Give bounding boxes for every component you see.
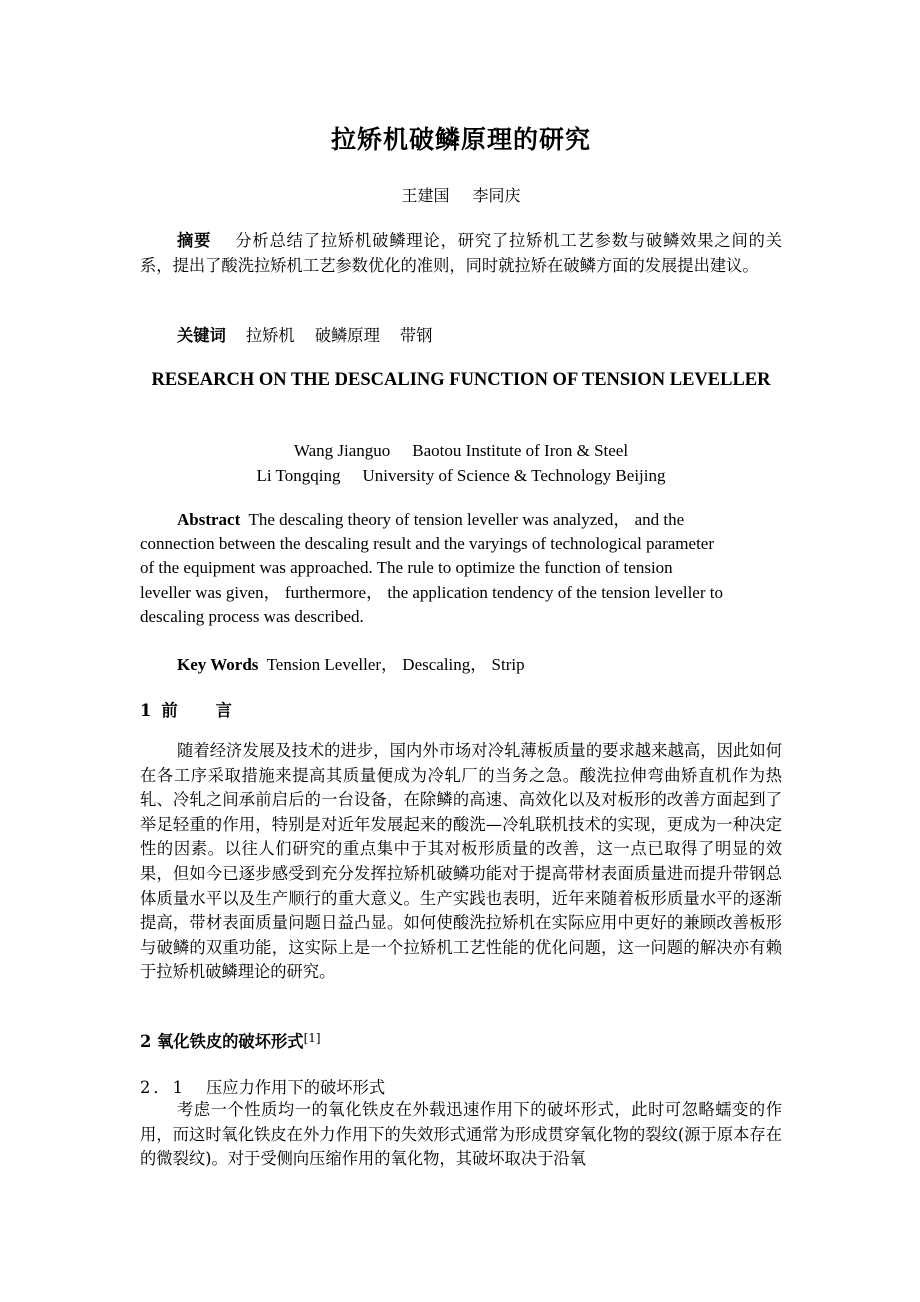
section-2-reference: [1] bbox=[303, 1031, 321, 1045]
abstract-cn-text: 分析总结了拉矫机破鳞理论，研究了拉矫机工艺参数与破鳞效果之间的关系，提出了酸洗拉矫机工艺参数优化的准则，同时就拉矫在破鳞方面的发展提出建议。 bbox=[140, 231, 782, 275]
abstract-en-line-3: of the equipment was approached. The rule to optimize the function of tension bbox=[140, 558, 673, 578]
section-2-number: 2 bbox=[140, 1032, 152, 1051]
paper-title: 拉矫机破鳞原理的研究 bbox=[330, 125, 591, 154]
abstract-cn-label: 摘要 bbox=[177, 231, 212, 250]
section-1-body bbox=[140, 739, 782, 985]
abstract-en-line-2: connection between the descaling result and the varyings of technological parameter bbox=[140, 534, 714, 554]
keyword-cn-3: 带钢 bbox=[399, 326, 433, 345]
abstract-en-line-5: descaling process was described. bbox=[140, 606, 364, 626]
keywords-en bbox=[177, 650, 525, 675]
keyword-cn-2: 破鳞原理 bbox=[314, 326, 380, 345]
paper-title-en: RESEARCH ON THE DESCALING FUNCTION OF TENSION LEVELLER bbox=[151, 370, 771, 390]
section-1-title-a: 前 bbox=[161, 701, 178, 720]
subsection-2-1-paragraph: 考虑一个性质均一的氧化铁皮在外载迅速作用下的破坏形式，此时可忽略蠕变的作用，而这时氧化铁皮在外力作用下的失效形式通常为形成贯穿氧化物的裂纹(源于原本存在的微裂纹)。对于受侧向压缩作用的氧化物，其破坏取决于沿氧 bbox=[140, 1100, 782, 1169]
keywords-en-text: Tension Leveller， Descaling， Strip bbox=[266, 655, 525, 674]
section-1-heading bbox=[140, 697, 232, 721]
abstract-cn-paragraph bbox=[140, 229, 782, 278]
author-en-1 bbox=[140, 438, 782, 463]
section-1-number: 1 bbox=[140, 701, 152, 720]
author-en-1-name: Wang Jianguo bbox=[293, 441, 391, 460]
abstract-en-line-1 bbox=[140, 508, 785, 532]
abstract-en-line-4: leveller was given， furthermore， the application tendency of the tension leveller to bbox=[140, 582, 723, 602]
subsection-2-1-heading bbox=[140, 1074, 385, 1098]
author-en-2-affiliation: University of Science & Technology Beijing bbox=[362, 466, 666, 485]
section-1-paragraph: 随着经济发展及技术的进步，国内外市场对冷轧薄板质量的要求越来越高，因此如何在各工序采取措施来提高其质量便成为冷轧厂的当务之急。酸洗拉伸弯曲矫直机作为热轧、冷轧之间承前启后的一台设备，在除鳞的高速、高效化以及对板形的改善方面起到了举足轻重的作用，特别是对近年发展起来的酸洗—冷轧联机技术的实现，更成为一种决定性的因素。以往人们研究的重点集中于其对板形质量的改善，这一点已取得了明显的效果，但如今已逐步感受到充分发挥拉矫机破鳞功能对于提高带材表面质量进而提升带钢总体质量水平以及生产顺行的重大意义。生产实践也表明，近年来随着板形质量水平的逐渐提高，带材表面质量问题日益凸显。如何使酸洗拉矫机在实际应用中更好的兼顾改善板形与破鳞的双重功能，这实际上是一个拉矫机工艺性能的优化问题，这一问题的解决亦有赖于拉矫机破鳞理论的研究。 bbox=[140, 741, 782, 982]
subsection-2-1-number: 2．1 bbox=[140, 1078, 186, 1097]
author-en-2-name: Li Tongqing bbox=[256, 466, 341, 485]
keywords-cn-label: 关键词 bbox=[177, 326, 226, 345]
abstract-cn bbox=[140, 229, 782, 278]
author-en-1-affiliation: Baotou Institute of Iron & Steel bbox=[412, 441, 629, 460]
abstract-en bbox=[140, 508, 800, 629]
section-1-title-b: 言 bbox=[215, 701, 232, 720]
subsection-2-1-body bbox=[140, 1098, 782, 1172]
section-2-heading bbox=[140, 1028, 321, 1052]
abstract-en-label: Abstract bbox=[177, 510, 241, 529]
keyword-cn-1: 拉矫机 bbox=[245, 326, 295, 345]
authors-cn: 王建国 李同庆 bbox=[401, 186, 521, 205]
authors-en bbox=[140, 438, 782, 488]
abstract-en-line-1-text: The descaling theory of tension leveller was analyzed， and the bbox=[248, 510, 685, 529]
keywords-cn bbox=[177, 322, 432, 346]
author-en-2 bbox=[140, 463, 782, 488]
section-2-title: 氧化铁皮的破坏形式 bbox=[157, 1032, 304, 1051]
subsection-2-1-title: 压应力作用下的破坏形式 bbox=[206, 1078, 386, 1097]
keywords-en-label: Key Words bbox=[177, 655, 259, 674]
